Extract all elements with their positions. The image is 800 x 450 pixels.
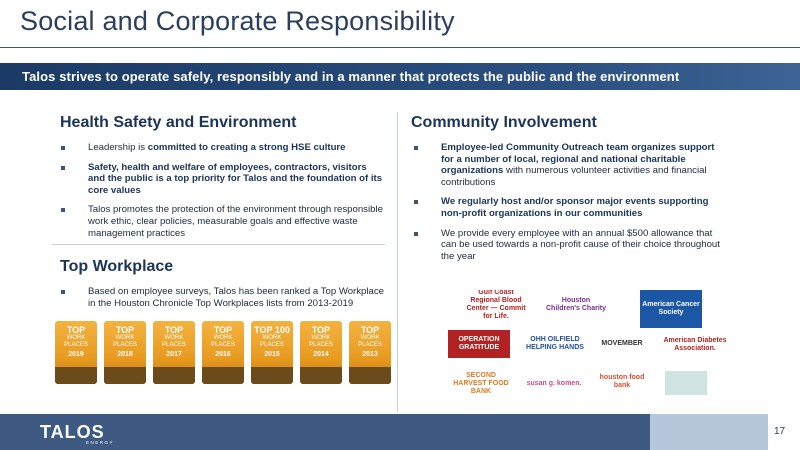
top-workplace-badge	[153, 321, 195, 384]
charity-logo: SECOND HARVEST FOOD BANK	[450, 370, 512, 398]
badge-subtitle: WORK PLACES	[309, 335, 333, 348]
bullet-item	[58, 162, 386, 197]
bullet-square-icon	[414, 146, 418, 150]
badge-year: 2018	[117, 351, 133, 358]
page-title: Social and Corporate Responsibility	[20, 6, 455, 36]
badge-year: 2015	[264, 351, 280, 358]
badge-year: 2019	[68, 351, 84, 358]
bullet-square-icon	[414, 200, 418, 204]
workplace-heading: Top Workplace	[60, 258, 174, 275]
badge-subtitle: WORK PLACES	[64, 335, 88, 348]
badge-subtitle: WORK PLACES	[260, 335, 284, 348]
top-workplace-badge	[349, 321, 391, 384]
badge-footer	[300, 367, 342, 384]
hse-bullet-list	[58, 142, 386, 247]
badge-subtitle: WORK PLACES	[358, 335, 382, 348]
community-heading: Community Involvement	[411, 114, 597, 131]
tagline-text: Talos strives to operate safely, responsibly and in a manner that protects the public and the environment	[22, 69, 680, 84]
left-section-divider	[52, 244, 385, 245]
badge-title: TOP	[164, 325, 184, 335]
hse-heading: Health Safety and Environment	[60, 114, 297, 131]
community-bullet-list	[411, 142, 729, 270]
charity-logo: susan g. komen.	[525, 370, 583, 398]
talos-logo: TALOS	[40, 422, 105, 442]
column-divider	[397, 112, 398, 412]
bullet-emphasis: Employee-led Community Outreach team organizes support for a number of local, regional and national charitable organizations	[441, 142, 715, 177]
top-workplace-badge	[104, 321, 146, 384]
charity-logo: MOVEMBER	[592, 335, 652, 353]
badge-year: 2013	[362, 351, 378, 358]
badge-subtitle: WORK PLACES	[162, 335, 186, 348]
bullet-square-icon	[414, 232, 418, 236]
bullet-square-icon	[61, 208, 65, 212]
bullet-text: Based on employee surveys, Talos has been ranked a Top Workplace in the Houston Chronicle Top Workplaces lists from 2013-2019	[88, 286, 384, 309]
bullet-square-icon	[61, 290, 65, 294]
bullet-item	[58, 142, 386, 154]
bullet-item	[411, 196, 729, 219]
badge-footer	[202, 367, 244, 384]
badge-title: TOP	[360, 325, 380, 335]
title-rule	[0, 47, 800, 48]
top-workplace-badge	[55, 321, 97, 384]
charity-logo: Houston Children's Charity	[545, 290, 607, 320]
footer-accent	[650, 414, 768, 450]
badge-subtitle: WORK PLACES	[113, 335, 137, 348]
bullet-text: with numerous volunteer activities and financial contributions	[441, 165, 707, 188]
charity-logo: OHH OILFIELD HELPING HANDS	[525, 330, 585, 358]
tagline-banner	[0, 63, 800, 90]
talos-logo-subtitle: ENERGY	[86, 440, 115, 445]
charity-logo: Gulf Coast Regional Blood Center — Commit for Life.	[466, 290, 526, 320]
charity-logo: houston food bank	[592, 368, 652, 396]
workplace-bullet-list	[58, 286, 386, 317]
badge-title: TOP	[115, 325, 135, 335]
bullet-emphasis: Safety, health and welfare of employees, contractors, visitors and the public is a top priority for Talos and the foundation of its core values	[88, 161, 383, 196]
top-workplace-awards	[55, 321, 385, 384]
badge-year: 2016	[215, 351, 231, 358]
bullet-emphasis: We regularly host and/or sponsor major events supporting non-profit organizations in our communities	[441, 196, 709, 219]
badge-subtitle: WORK PLACES	[211, 335, 235, 348]
bullet-text: Talos promotes the protection of the environment through responsible work ethic, clear policies, measurable goals and effective waste management practices	[88, 204, 383, 239]
badge-title: TOP	[213, 325, 233, 335]
charity-logo-grid	[440, 285, 730, 410]
bullet-item	[58, 204, 386, 239]
bullet-emphasis: committed to creating a strong HSE culture	[147, 142, 346, 153]
charity-logo: OPERATION GRATITUDE	[448, 330, 510, 358]
badge-title: TOP	[311, 325, 331, 335]
badge-year: 2017	[166, 351, 182, 358]
charity-logo: American Diabetes Association.	[660, 333, 730, 357]
bullet-square-icon	[61, 166, 65, 170]
top-workplace-badge	[300, 321, 342, 384]
badge-footer	[349, 367, 391, 384]
badge-footer	[251, 367, 293, 384]
bullet-item	[58, 286, 386, 309]
top-workplace-badge	[202, 321, 244, 384]
bullet-text: We provide every employee with an annual $500 allowance that can be used towards a non-profit cause of their choice throughout the year	[441, 227, 720, 262]
charity-logo: American Cancer Society	[640, 290, 702, 328]
badge-footer	[55, 367, 97, 384]
bullet-square-icon	[61, 146, 65, 150]
bullet-item	[411, 142, 729, 188]
charity-logo	[665, 371, 707, 395]
badge-footer	[153, 367, 195, 384]
badge-year: 2014	[313, 351, 329, 358]
bullet-item	[411, 228, 729, 263]
top-workplace-badge	[251, 321, 293, 384]
badge-title: TOP 100	[254, 325, 290, 335]
page-number: 17	[774, 426, 786, 437]
badge-footer	[104, 367, 146, 384]
bullet-text: Leadership is	[88, 142, 148, 153]
badge-title: TOP	[66, 325, 86, 335]
